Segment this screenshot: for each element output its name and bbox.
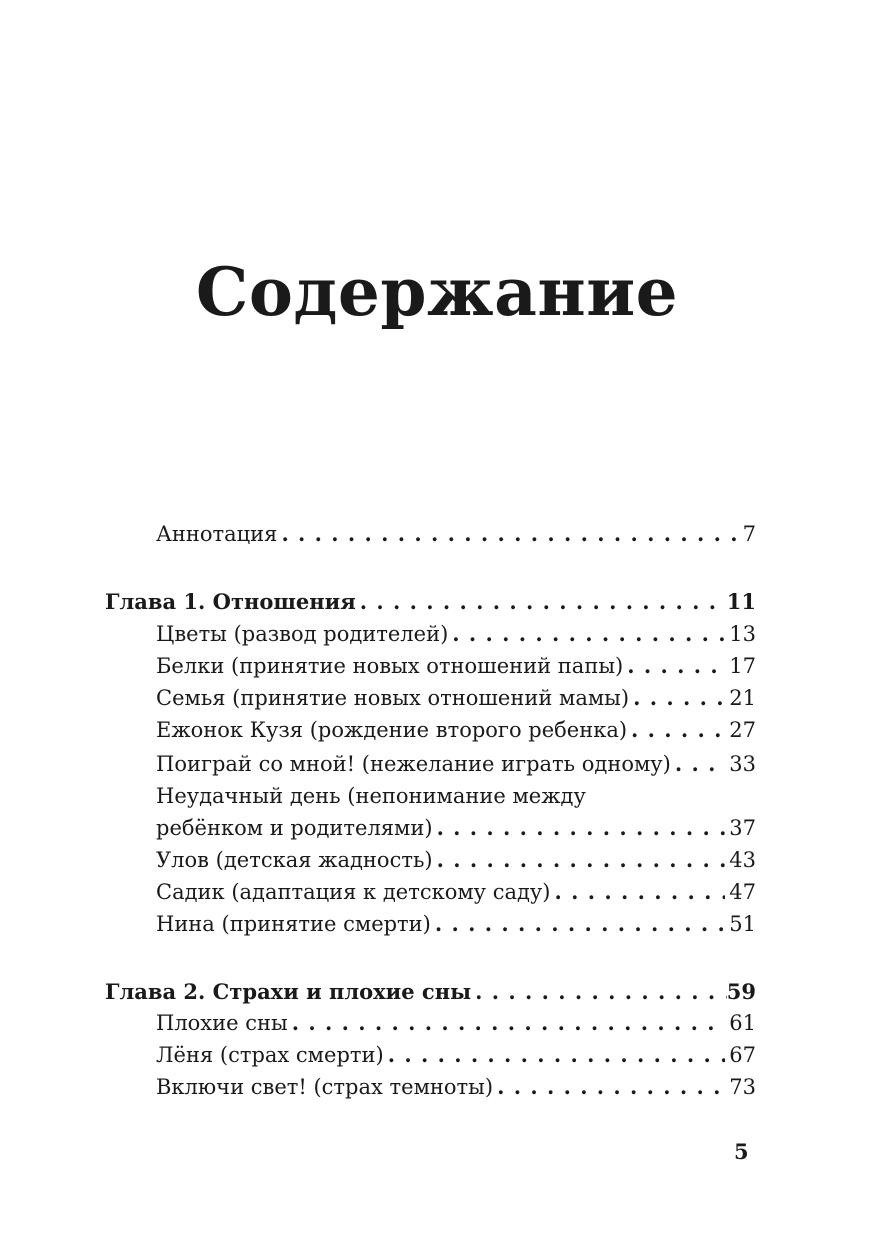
toc-entry-title: Белки (принятие новых отношений папы) xyxy=(156,654,624,678)
dot-leader xyxy=(675,749,725,779)
toc-entry-title: Цветы (развод родителей) xyxy=(156,622,449,646)
toc-entry-page: 73 xyxy=(729,1075,756,1099)
toc-chapter-page: 59 xyxy=(726,979,756,1004)
toc-entry-annotation[interactable] xyxy=(156,519,756,549)
toc-entry-page: 27 xyxy=(729,718,756,742)
toc-entry-page: 17 xyxy=(729,654,756,678)
dot-leader xyxy=(435,909,725,939)
page-number: 5 xyxy=(734,1139,749,1164)
dot-leader xyxy=(292,1008,726,1038)
toc-entry[interactable] xyxy=(156,683,756,713)
dot-leader xyxy=(281,519,738,549)
dot-leader xyxy=(554,877,725,907)
toc-entry[interactable] xyxy=(156,813,756,843)
dot-leader xyxy=(452,619,725,649)
toc-entry-title-line2: ребёнком и родителями) xyxy=(156,816,433,840)
toc-entry-page: 13 xyxy=(729,622,756,646)
dot-leader xyxy=(360,587,727,617)
toc-entry-page: 7 xyxy=(742,522,756,546)
toc-entry-page: 61 xyxy=(729,1011,756,1035)
dot-leader xyxy=(627,651,725,681)
toc-chapter-title: Глава 1. Отношения xyxy=(105,589,356,614)
dot-leader xyxy=(497,1072,725,1102)
toc-entry-page: 37 xyxy=(729,816,756,840)
toc-entry-title-line1[interactable]: Неудачный день (непонимание между xyxy=(156,784,586,808)
dot-leader xyxy=(631,715,725,745)
dot-leader xyxy=(437,813,726,843)
toc-entry-title: Лёня (страх смерти) xyxy=(156,1043,384,1067)
toc-entry-page: 21 xyxy=(729,686,756,710)
dot-leader xyxy=(437,845,726,875)
toc-entry-title: Включи свет! (страх темноты) xyxy=(156,1075,494,1099)
toc-entry-page: 43 xyxy=(729,848,756,872)
toc-entry[interactable] xyxy=(156,1072,756,1102)
toc-chapter-page: 11 xyxy=(726,589,756,614)
toc-entry[interactable] xyxy=(156,845,756,875)
toc-chapter-1[interactable] xyxy=(105,587,756,617)
toc-entry-title: Семья (принятие новых отношений мамы) xyxy=(156,686,630,710)
page-title: Содержание xyxy=(195,253,679,331)
toc-entry-page: 51 xyxy=(729,912,756,936)
toc-chapter-2[interactable] xyxy=(105,977,756,1007)
toc-entry[interactable] xyxy=(156,651,756,681)
toc-entry-title: Улов (детская жадность) xyxy=(156,848,433,872)
toc-entry-page: 47 xyxy=(729,880,756,904)
toc-entry[interactable] xyxy=(156,909,756,939)
toc-entry[interactable] xyxy=(156,619,756,649)
toc-entry-title: Аннотация xyxy=(156,522,278,546)
toc-entry[interactable] xyxy=(156,877,756,907)
toc-entry-title: Плохие сны xyxy=(156,1011,288,1035)
dot-leader xyxy=(633,683,725,713)
toc-entry-title: Садик (адаптация к детскому саду) xyxy=(156,880,551,904)
toc-entry[interactable] xyxy=(156,1040,756,1070)
dot-leader xyxy=(388,1040,726,1070)
toc-chapter-title: Глава 2. Страхи и плохие сны xyxy=(105,979,472,1004)
toc-entry-title: Ежонок Кузя (рождение второго ребенка) xyxy=(156,718,628,742)
toc-entry-title: Поиграй со мной! (нежелание играть одному) xyxy=(156,752,671,776)
dot-leader xyxy=(475,977,727,1007)
toc-entry-title: Нина (принятие смерти) xyxy=(156,912,431,936)
toc-entry[interactable] xyxy=(156,715,756,745)
toc-entry[interactable] xyxy=(156,749,756,779)
toc-entry[interactable] xyxy=(156,1008,756,1038)
toc-entry-page: 33 xyxy=(729,752,756,776)
toc-entry-page: 67 xyxy=(729,1043,756,1067)
